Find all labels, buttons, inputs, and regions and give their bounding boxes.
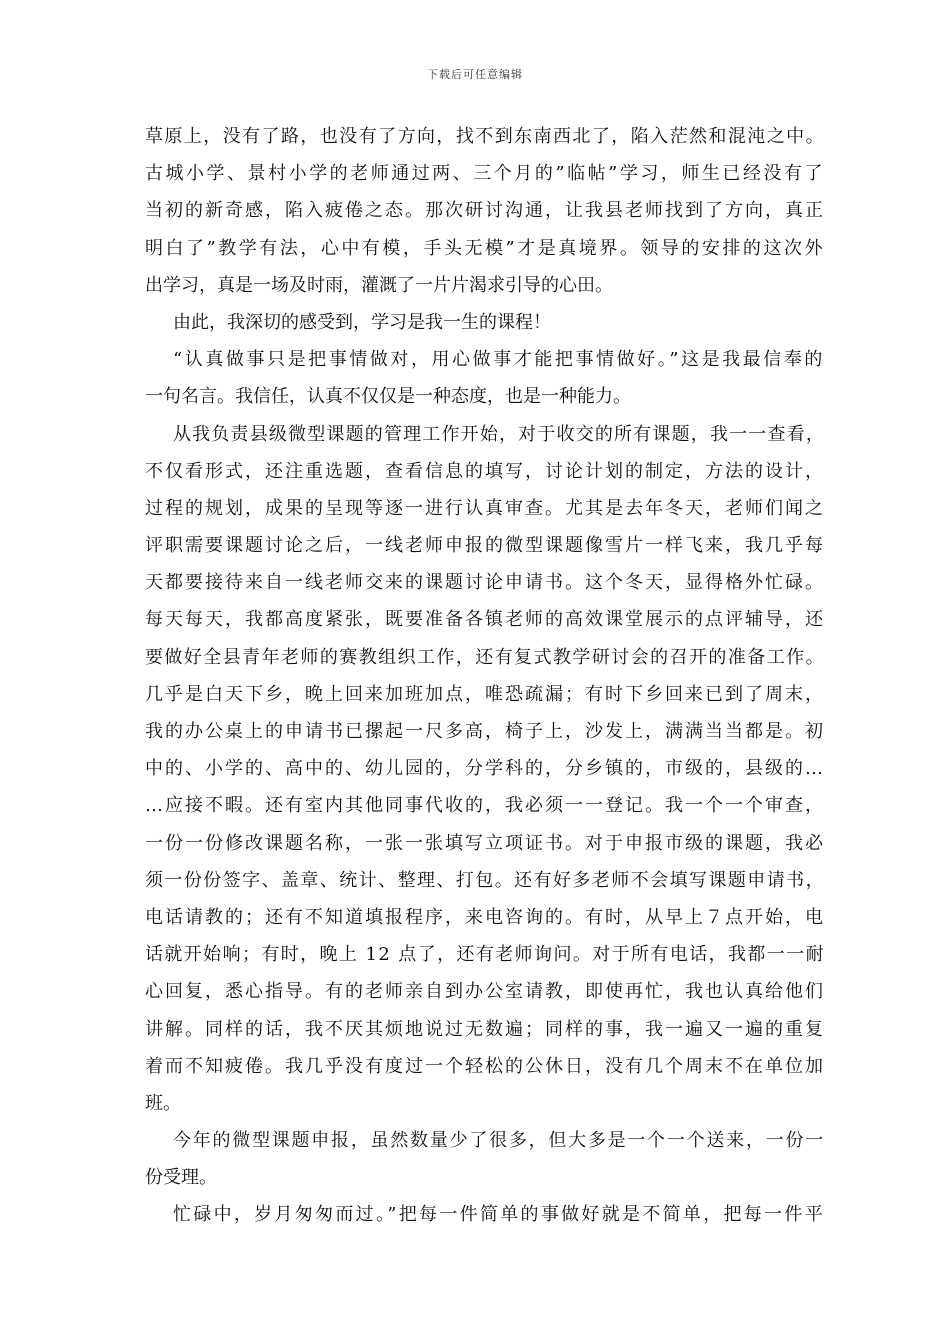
text-line: 当初的新奇感，陷入疲倦之态。那次研讨沟通，让我县老师找到了方向，真正 [145, 200, 825, 222]
text-line: 心回复，悉心指导。有的老师亲自到办公室请教，即使再忙，我也认真给他们 [145, 981, 825, 1003]
text-line: 过程的规划，成果的呈现等逐一进行认真审查。尤其是去年冬天，老师们闻之 [145, 497, 825, 519]
text-line: 出学习，真是一场及时雨，灌溉了一片片渴求引导的心田。 [145, 274, 613, 296]
text-line: …应接不暇。还有室内其他同事代收的，我必须一一登记。我一个一个审查， [145, 795, 825, 817]
text-line: 须一份份签字、盖章、统计、整理、打包。还有好多老师不会填写课题申请书， [145, 869, 825, 891]
text-line: 话就开始响；有时，晚上 12 点了，还有老师询问。对于所有电话，我都一一耐 [145, 944, 825, 966]
text-line: 着而不知疲倦。我几乎没有度过一个轻松的公休日，没有几个周末不在单位加 [145, 1055, 825, 1077]
text-line: 电话请教的；还有不知道填报程序，来电咨询的。有时，从早上７点开始，电 [145, 906, 825, 928]
text-line: 由此，我深切的感受到，学习是我一生的课程！ [173, 311, 551, 333]
text-line: 古城小学、景村小学的老师通过两、三个月的”临帖”学习，师生已经没有了 [145, 163, 825, 185]
text-line: 不仅看形式，还注重选题，查看信息的填写，讨论计划的制定，方法的设计， [145, 460, 825, 482]
text-line: 忙碌中，岁月匆匆而过。”把每一件简单的事做好就是不简单，把每一件平 [173, 1204, 825, 1226]
text-line: 从我负责县级微型课题的管理工作开始，对于收交的所有课题，我一一查看， [173, 423, 825, 445]
text-line: 草原上，没有了路，也没有了方向，找不到东南西北了，陷入茫然和混沌之中。 [145, 126, 825, 147]
text-line: 天都要接待来自一线老师交来的课题讨论申请书。这个冬天，显得格外忙碌。 [145, 572, 825, 594]
document-body [145, 118, 825, 1234]
text-line: 今年的微型课题申报，虽然数量少了很多，但大多是一个一个送来，一份一 [173, 1130, 825, 1152]
text-line: “认真做事只是把事情做对，用心做事才能把事情做好。”这是我最信奉的 [173, 349, 825, 371]
text-line: 份受理。 [145, 1167, 217, 1189]
text-line: 要做好全县青年老师的赛教组织工作，还有复式教学研讨会的召开的准备工作。 [145, 646, 825, 668]
text-line: 几乎是白天下乡，晚上回来加班加点，唯恐疏漏；有时下乡回来已到了周末， [145, 683, 825, 705]
page-header: 下载后可任意编辑 [427, 68, 523, 81]
text-line: 我的办公桌上的申请书已摞起一尺多高，椅子上，沙发上，满满当当都是。初 [145, 721, 825, 742]
text-line: 讲解。同样的话，我不厌其烦地说过无数遍；同样的事，我一遍又一遍的重复 [145, 1018, 825, 1040]
text-line: 每天每天，我都高度紧张，既要准备各镇老师的高效课堂展示的点评辅导，还 [145, 609, 825, 631]
text-line: 明白了”教学有法，心中有模，手头无模”才是真境界。领导的安排的这次外 [145, 237, 825, 259]
text-line: 一句名言。我信任，认真不仅仅是一种态度，也是一种能力。 [145, 386, 631, 408]
text-line: 班。 [145, 1092, 181, 1114]
text-line: 中的、小学的、高中的、幼儿园的，分学科的，分乡镇的，市级的，县级的… [145, 758, 825, 780]
text-line: 一份一份修改课题名称，一张一张填写立项证书。对于申报市级的课题，我必 [145, 832, 825, 854]
text-line: 评职需要课题讨论之后，一线老师申报的微型课题像雪片一样飞来，我几乎每 [145, 535, 825, 557]
